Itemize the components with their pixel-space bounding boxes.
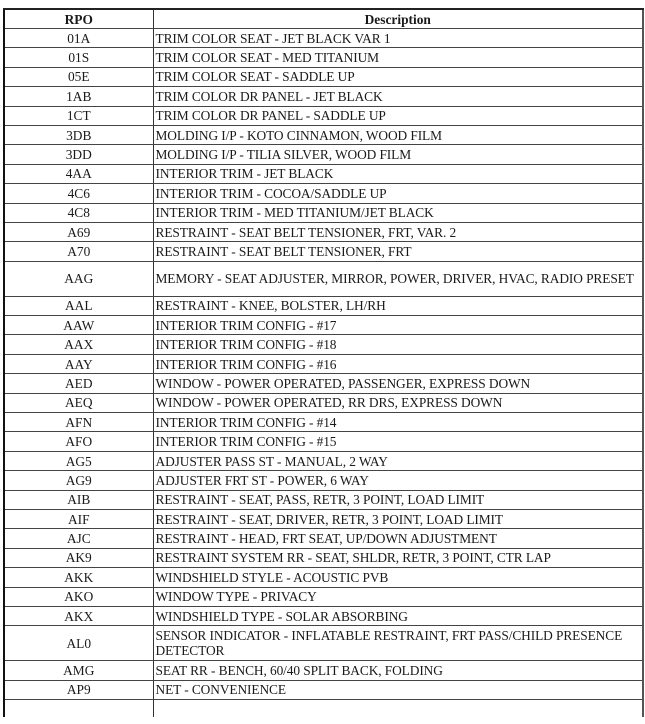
description-cell: RESTRAINT - KNEE, BOLSTER, LH/RH	[153, 296, 643, 315]
rpo-cell: AG9	[4, 471, 153, 490]
description-cell: SENSOR INDICATOR - INFLATABLE RESTRAINT, FRT PASS/CHILD PRESENCE DETECTOR	[153, 626, 643, 661]
description-cell: INTERIOR TRIM CONFIG - #16	[153, 354, 643, 373]
table-row	[4, 451, 643, 470]
description-cell: RESTRAINT - SEAT BELT TENSIONER, FRT	[153, 242, 643, 261]
rpo-cell: 4C6	[4, 184, 153, 203]
table-row	[4, 316, 643, 335]
table-row	[4, 164, 643, 183]
table-row	[4, 203, 643, 222]
table-row-empty	[4, 700, 643, 718]
rpo-cell: A69	[4, 222, 153, 241]
description-cell: NET - CONVENIENCE	[153, 680, 643, 699]
rpo-cell: AAX	[4, 335, 153, 354]
rpo-cell: AG5	[4, 451, 153, 470]
description-cell: RESTRAINT SYSTEM RR - SEAT, SHLDR, RETR, 3 POINT, CTR LAP	[153, 548, 643, 567]
description-cell: RESTRAINT - SEAT, DRIVER, RETR, 3 POINT, LOAD LIMIT	[153, 509, 643, 528]
description-cell: WINDOW - POWER OPERATED, PASSENGER, EXPRESS DOWN	[153, 374, 643, 393]
rpo-cell: 4AA	[4, 164, 153, 183]
table-row	[4, 626, 643, 661]
rpo-cell: AAW	[4, 316, 153, 335]
rpo-cell: 3DB	[4, 125, 153, 144]
column-header-description: Description	[153, 9, 643, 29]
table-row	[4, 354, 643, 373]
description-cell: RESTRAINT - HEAD, FRT SEAT, UP/DOWN ADJUSTMENT	[153, 529, 643, 548]
description-cell: RESTRAINT - SEAT BELT TENSIONER, FRT, VAR. 2	[153, 222, 643, 241]
table-row	[4, 568, 643, 587]
table-row	[4, 661, 643, 680]
table-row	[4, 680, 643, 699]
description-cell: SEAT RR - BENCH, 60/40 SPLIT BACK, FOLDING	[153, 661, 643, 680]
rpo-cell: AEQ	[4, 393, 153, 412]
table-row	[4, 509, 643, 528]
rpo-cell: AK9	[4, 548, 153, 567]
table-row	[4, 548, 643, 567]
table-row	[4, 67, 643, 86]
rpo-cell: AL0	[4, 626, 153, 661]
rpo-cell: AAY	[4, 354, 153, 373]
rpo-cell: AAG	[4, 261, 153, 296]
table-row	[4, 48, 643, 67]
table-row	[4, 374, 643, 393]
table-row	[4, 432, 643, 451]
description-cell	[153, 700, 643, 718]
table-row	[4, 106, 643, 125]
table-row	[4, 587, 643, 606]
description-cell: INTERIOR TRIM - COCOA/SADDLE UP	[153, 184, 643, 203]
table-row	[4, 529, 643, 548]
description-cell: INTERIOR TRIM CONFIG - #17	[153, 316, 643, 335]
description-cell: WINDOW - POWER OPERATED, RR DRS, EXPRESS DOWN	[153, 393, 643, 412]
rpo-description-table	[3, 8, 644, 717]
description-cell: WINDSHIELD TYPE - SOLAR ABSORBING	[153, 606, 643, 625]
description-cell: INTERIOR TRIM - MED TITANIUM/JET BLACK	[153, 203, 643, 222]
table-row	[4, 184, 643, 203]
table-header-row	[4, 9, 643, 29]
rpo-cell: AFN	[4, 413, 153, 432]
description-cell: ADJUSTER PASS ST - MANUAL, 2 WAY	[153, 451, 643, 470]
rpo-cell: AJC	[4, 529, 153, 548]
description-cell: TRIM COLOR DR PANEL - JET BLACK	[153, 87, 643, 106]
description-cell: INTERIOR TRIM - JET BLACK	[153, 164, 643, 183]
description-cell: TRIM COLOR SEAT - SADDLE UP	[153, 67, 643, 86]
rpo-cell: AP9	[4, 680, 153, 699]
rpo-cell: AKK	[4, 568, 153, 587]
table-row	[4, 471, 643, 490]
description-cell: TRIM COLOR DR PANEL - SADDLE UP	[153, 106, 643, 125]
table-row	[4, 335, 643, 354]
table-row	[4, 413, 643, 432]
rpo-cell: 01A	[4, 29, 153, 48]
rpo-cell: AED	[4, 374, 153, 393]
table-row	[4, 606, 643, 625]
table-row	[4, 296, 643, 315]
table-row	[4, 145, 643, 164]
column-header-rpo: RPO	[4, 9, 153, 29]
description-cell: RESTRAINT - SEAT, PASS, RETR, 3 POINT, LOAD LIMIT	[153, 490, 643, 509]
description-cell: WINDOW TYPE - PRIVACY	[153, 587, 643, 606]
rpo-cell: 1CT	[4, 106, 153, 125]
table-row	[4, 261, 643, 296]
rpo-cell: 4C8	[4, 203, 153, 222]
description-cell: MOLDING I/P - KOTO CINNAMON, WOOD FILM	[153, 125, 643, 144]
rpo-cell: 01S	[4, 48, 153, 67]
rpo-cell: 3DD	[4, 145, 153, 164]
rpo-cell: 05E	[4, 67, 153, 86]
description-cell: TRIM COLOR SEAT - JET BLACK VAR 1	[153, 29, 643, 48]
description-cell: ADJUSTER FRT ST - POWER, 6 WAY	[153, 471, 643, 490]
description-cell: INTERIOR TRIM CONFIG - #14	[153, 413, 643, 432]
rpo-cell: 1AB	[4, 87, 153, 106]
table-row	[4, 222, 643, 241]
rpo-cell: AFO	[4, 432, 153, 451]
table-row	[4, 87, 643, 106]
table-row	[4, 242, 643, 261]
table-row	[4, 490, 643, 509]
table-row	[4, 393, 643, 412]
description-cell: MEMORY - SEAT ADJUSTER, MIRROR, POWER, DRIVER, HVAC, RADIO PRESET	[153, 261, 643, 296]
rpo-cell: AKO	[4, 587, 153, 606]
rpo-cell: AKX	[4, 606, 153, 625]
rpo-cell: A70	[4, 242, 153, 261]
rpo-cell: AIF	[4, 509, 153, 528]
rpo-cell: AIB	[4, 490, 153, 509]
description-cell: INTERIOR TRIM CONFIG - #15	[153, 432, 643, 451]
rpo-cell	[4, 700, 153, 718]
description-cell: TRIM COLOR SEAT - MED TITANIUM	[153, 48, 643, 67]
table-row	[4, 125, 643, 144]
rpo-cell: AMG	[4, 661, 153, 680]
table-row	[4, 29, 643, 48]
description-cell: INTERIOR TRIM CONFIG - #18	[153, 335, 643, 354]
description-cell: WINDSHIELD STYLE - ACOUSTIC PVB	[153, 568, 643, 587]
rpo-cell: AAL	[4, 296, 153, 315]
description-cell: MOLDING I/P - TILIA SILVER, WOOD FILM	[153, 145, 643, 164]
